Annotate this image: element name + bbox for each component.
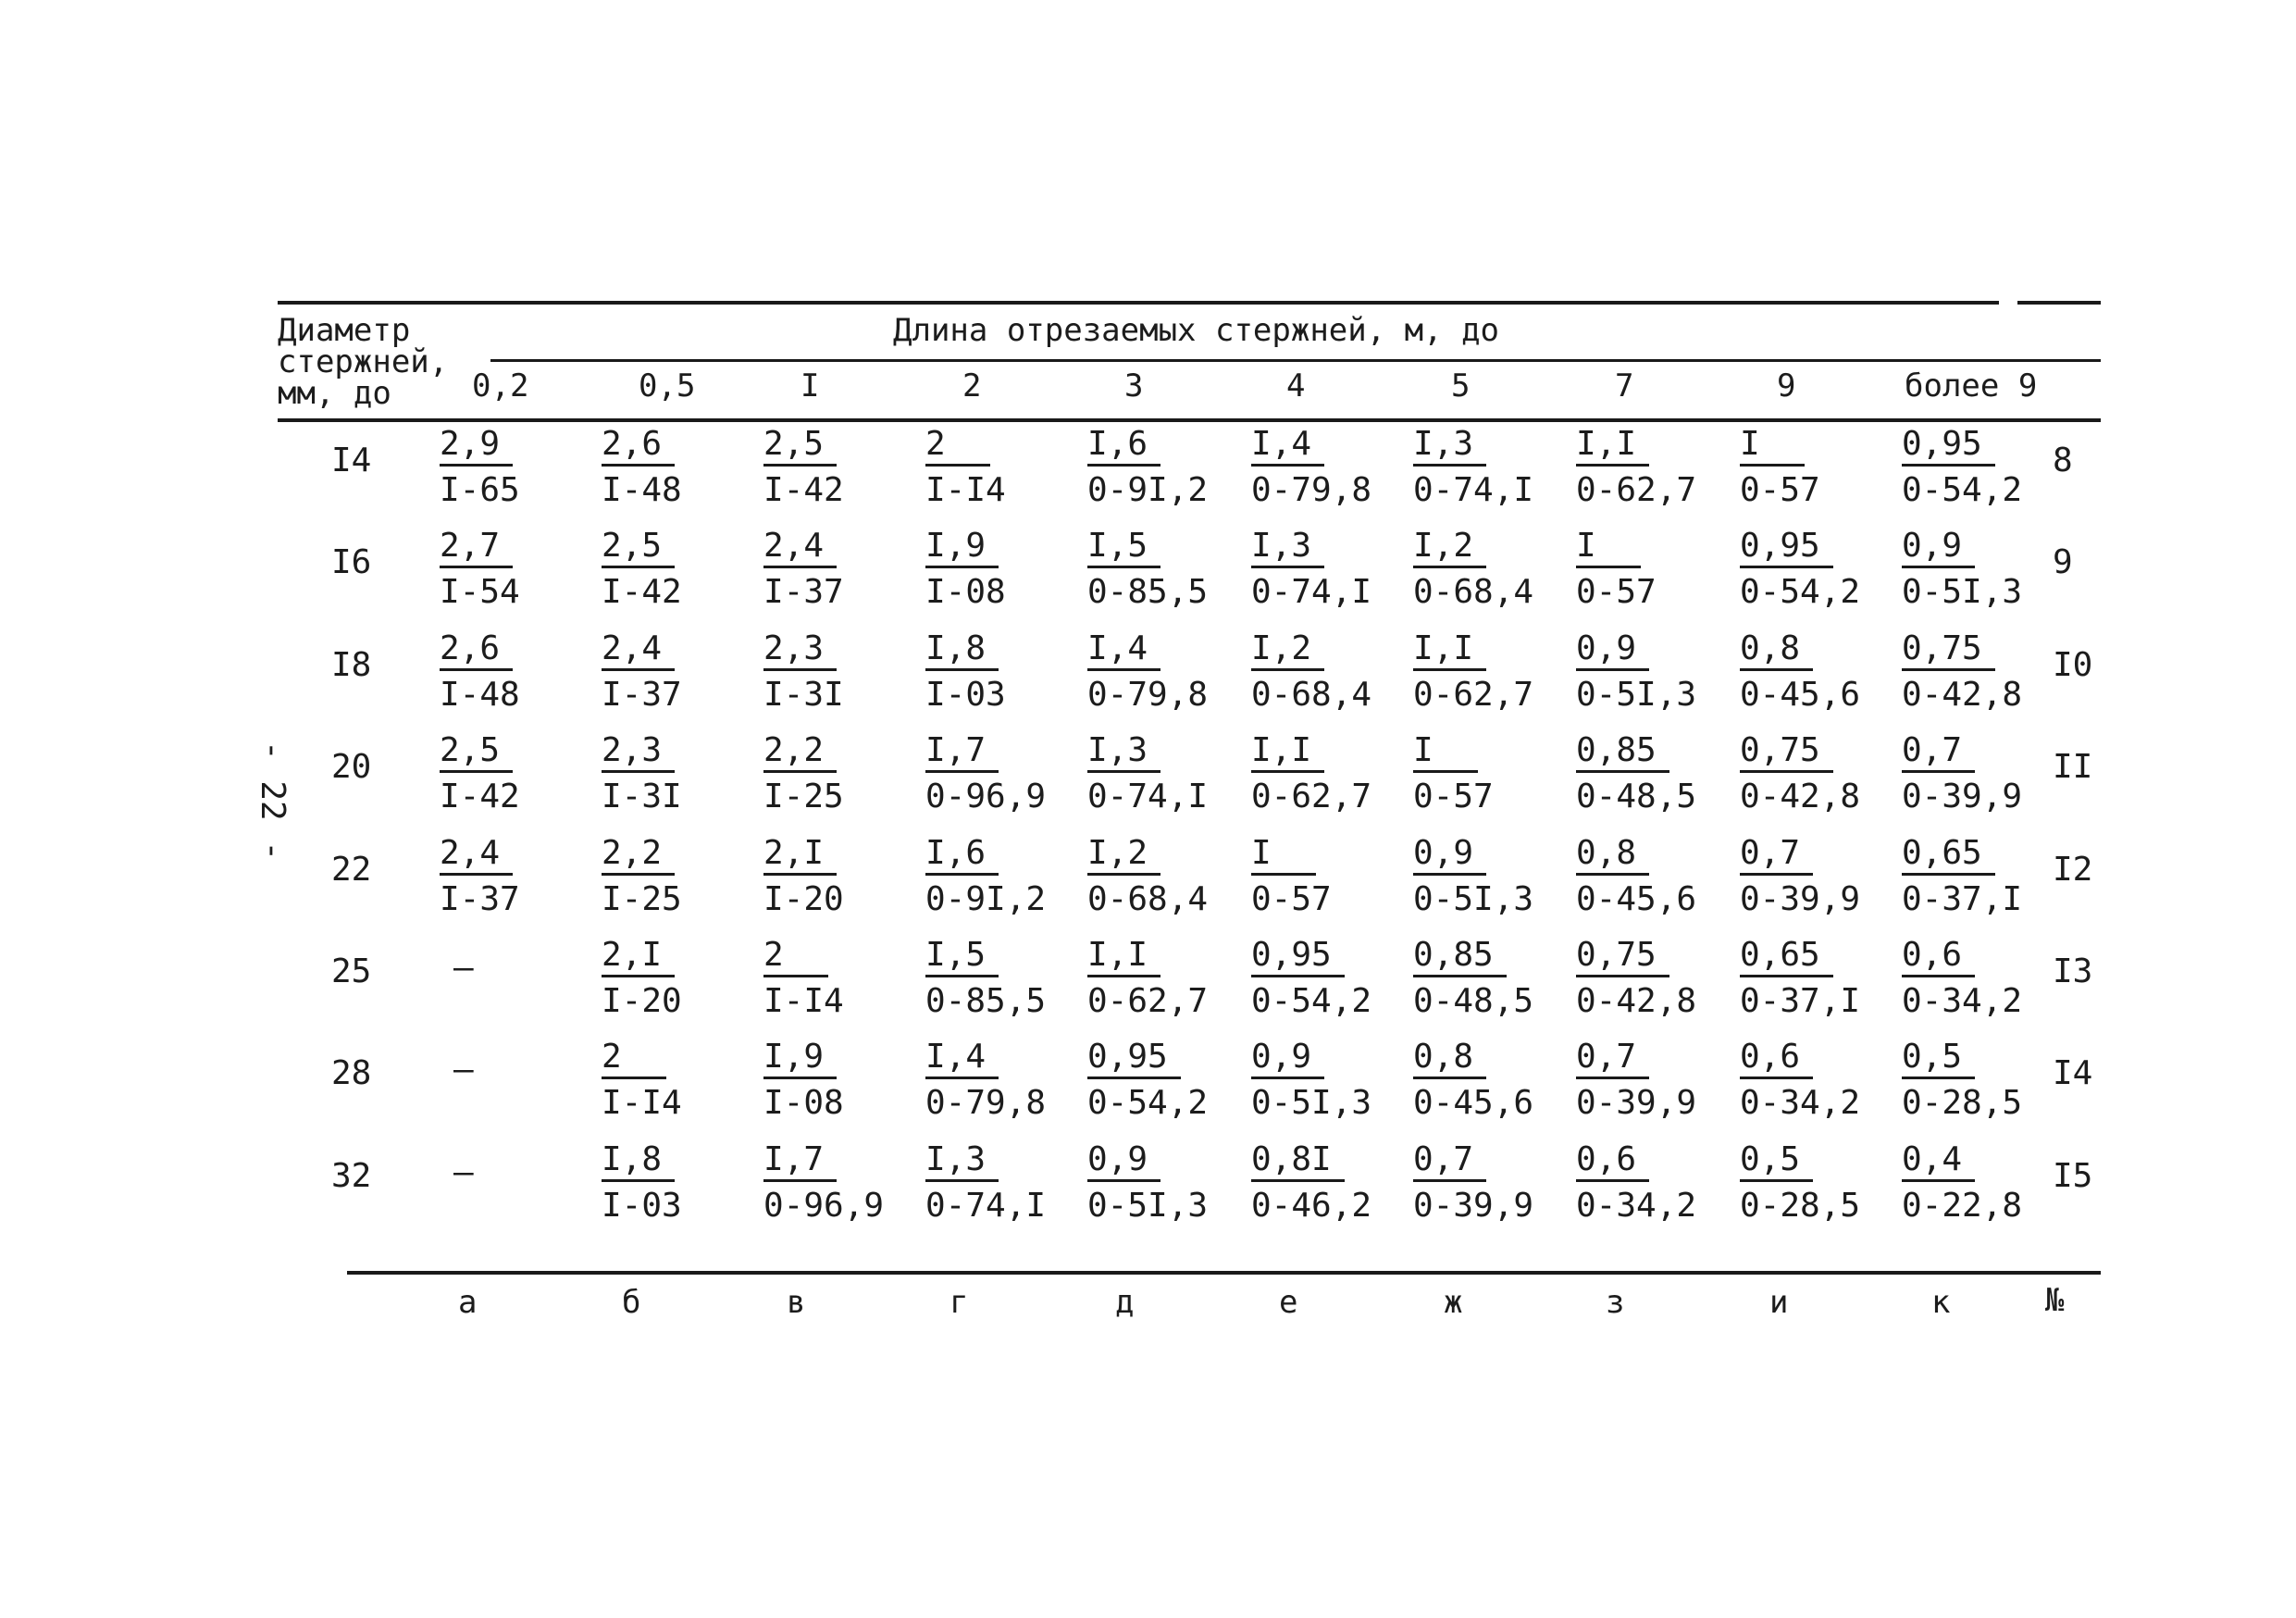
norm-cell [1740,1040,1860,1120]
norm-cell-numerator: I,8 [602,1143,675,1182]
length-header-cell: 7 [1615,367,1634,404]
norm-cell-denominator: 0-79,8 [925,1084,1047,1122]
norm-cell-denominator: 0-74,I [1413,471,1534,509]
norm-cell [763,1040,844,1120]
norm-cell [602,936,682,1020]
norm-cell [1087,425,1209,509]
norm-cell [925,731,1047,815]
norm-cell [602,1040,682,1120]
norm-cell-numerator: I,3 [925,1143,999,1182]
norm-cell-numerator: 0,95 [1251,939,1345,977]
column-letter: д [1115,1284,1135,1321]
norm-cell [440,629,520,714]
norm-cell-denominator: 0-54,2 [1740,573,1861,611]
norm-cell [1740,425,1820,509]
norm-cell [440,425,520,509]
norm-cell [602,731,682,815]
norm-cell-denominator: 0-39,9 [1413,1187,1534,1225]
norm-cell [763,834,844,918]
norm-cell [1740,731,1861,815]
norm-cell [1902,834,2023,918]
norm-cell [763,629,844,714]
norm-cell [1087,936,1209,1020]
empty-cell-dash: – [453,1153,474,1191]
norm-cell-numerator: 0,6 [1902,939,1975,977]
norm-cell [1740,629,1861,714]
norm-cell-denominator: I-3I [763,676,844,714]
header-split-rule [490,359,2101,362]
norm-cell [1251,1040,1371,1120]
length-header-cell: 2 [962,367,982,404]
norm-cell-denominator: I-48 [440,676,520,714]
page-number [254,741,301,870]
norm-cell-denominator: 0-68,4 [1087,880,1209,918]
norm-cell [1576,629,1697,714]
norm-cell-numerator: 0,4 [1902,1143,1975,1182]
norm-cell [1740,1140,1861,1225]
empty-cell-dash: – [453,949,474,987]
norm-cell [925,1140,1047,1225]
norm-cell-numerator: 2,6 [440,632,513,671]
norm-cell-denominator: 0-62,7 [1251,778,1372,815]
norm-cell-numerator: I [1740,428,1805,467]
header-bottom-rule [278,418,2101,422]
norm-cell-denominator: 0-48,5 [1576,778,1697,815]
norm-cell [763,936,844,1020]
norm-cell-denominator: 0-54,2 [1902,471,2023,509]
length-header-cell: 3 [1124,367,1144,404]
norm-cell-numerator: I,I [1251,734,1324,773]
norm-cell-denominator: 0-79,8 [1251,471,1372,509]
norm-cell-numerator: 0,75 [1740,734,1833,773]
norm-cell-numerator: 0,5 [1740,1143,1813,1182]
norm-cell-numerator: 0,7 [1902,734,1975,773]
column-letter: з [1606,1284,1625,1321]
norm-cell-denominator: I-42 [440,778,520,815]
norm-cell-denominator: 0-39,9 [1902,778,2023,815]
column-letter: и [1769,1284,1789,1321]
norm-cell-numerator: 2,5 [763,428,837,467]
norm-cell-numerator: I,9 [925,529,999,568]
norm-cell-denominator: I-37 [602,676,682,714]
norm-cell-denominator: I-42 [602,573,682,611]
norm-cell-numerator: I,2 [1087,837,1160,876]
norm-cell-numerator: 0,7 [1413,1143,1486,1182]
norm-cell-denominator: 0-42,8 [1902,676,2023,714]
length-header-title: Длина отрезаемых стержней, м, до [893,312,1500,349]
norm-cell-denominator: I-48 [602,471,682,509]
length-header-cell: 0,5 [639,367,696,404]
norm-cell [1902,731,2023,815]
norm-cell-denominator: I-03 [602,1187,682,1225]
norm-cell-denominator: I-42 [763,471,844,509]
norm-cell [1251,936,1372,1020]
norm-cell-numerator: 2,2 [602,837,675,876]
norm-cell-numerator: 0,65 [1740,939,1833,977]
norm-cell-numerator: I,2 [1251,632,1324,671]
norm-cell [1251,1140,1372,1225]
norm-cell-numerator: 2,4 [763,529,837,568]
norm-cell [1087,1040,1208,1120]
length-header-cell: 0,2 [472,367,529,404]
norm-cell-denominator: 0-62,7 [1576,471,1697,509]
norm-cell [1902,1140,2023,1225]
norm-cell-denominator: 0-57 [1251,880,1332,918]
norm-cell-numerator: 0,85 [1576,734,1669,773]
norm-cell-numerator: 2,7 [440,529,513,568]
norm-cell-denominator: I-25 [763,778,844,815]
norm-cell-denominator: 0-74,I [925,1187,1047,1225]
number-sign: № [2045,1282,2065,1319]
norm-cell [1740,529,1860,609]
norm-cell-denominator: 0-79,8 [1087,676,1209,714]
norm-cell-denominator: I-54 [440,573,520,611]
norm-cell-denominator: I-37 [763,573,844,611]
length-header-cell: 9 [1777,367,1796,404]
norm-cell [602,425,682,509]
norm-cell [1576,425,1697,509]
norm-cell [1576,529,1657,609]
norm-cell-denominator: 0-22,8 [1902,1187,2023,1225]
norm-cell [1413,1140,1534,1225]
length-header-cell: более 9 [1905,367,2038,404]
norm-cell-denominator: 0-48,5 [1413,982,1534,1020]
norm-cell-denominator: I-08 [763,1084,844,1122]
norm-cell-denominator: 0-5I,3 [1087,1187,1209,1225]
norm-cell-denominator: 0-5I,3 [1902,573,2023,611]
norm-cell-denominator: 0-62,7 [1413,676,1534,714]
norm-cell [1413,731,1494,815]
norm-cell-numerator: I,3 [1251,529,1324,568]
norm-cell [1740,834,1861,918]
column-letter: г [949,1284,969,1321]
norm-cell-numerator: I [1413,734,1478,773]
norm-cell-numerator: 2,5 [440,734,513,773]
column-letter: в [787,1284,806,1321]
norm-cell-numerator: 0,9 [1576,632,1649,671]
norm-cell-numerator: 2,I [763,837,837,876]
norm-cell-numerator: I,4 [1251,428,1324,467]
norm-cell [925,629,1006,714]
norm-cell-numerator: I,I [1087,939,1160,977]
norm-cell [602,629,682,714]
norm-cell [1413,629,1534,714]
row-number: I0 [2053,646,2093,684]
norm-cell-denominator: 0-57 [1740,471,1820,509]
norm-cell [1087,629,1209,714]
top-rule [278,301,1999,305]
norm-cell-denominator: I-3I [602,778,682,815]
norm-cell-numerator: 2 [602,1040,666,1079]
diameter-cell: 28 [331,1054,372,1092]
column-letter: е [1279,1284,1298,1321]
column-letter: б [622,1284,641,1321]
norm-cell [1413,1040,1533,1120]
norm-cell-denominator: I-I4 [763,982,844,1020]
norm-cell-denominator: I-20 [763,880,844,918]
norm-cell-numerator: 2,I [602,939,675,977]
norm-cell [925,529,1006,609]
diameter-cell: 32 [331,1157,372,1195]
norm-cell [1087,731,1209,815]
norm-cell [602,529,682,609]
norm-cell-denominator: 0-45,6 [1740,676,1861,714]
norm-cell [1902,425,2023,509]
norm-cell-numerator: I [1576,529,1641,568]
norm-cell-numerator: I [1251,837,1316,876]
norm-cell-numerator: 0,6 [1740,1040,1813,1079]
norm-cell-denominator: 0-5I,3 [1251,1084,1372,1122]
norm-cell-numerator: 2,5 [602,529,675,568]
norm-cell [440,731,520,815]
column-letter: к [1931,1284,1951,1321]
norm-cell-denominator: 0-57 [1413,778,1494,815]
norm-cell [1413,936,1534,1020]
norm-cell-numerator: 0,9 [1413,837,1486,876]
norm-cell-numerator: 0,7 [1740,837,1813,876]
norm-cell [1251,834,1332,918]
length-header-cell: 4 [1286,367,1306,404]
norm-cell [1576,936,1697,1020]
norm-cell-denominator: I-20 [602,982,682,1020]
norm-cell-denominator: 0-68,4 [1251,676,1372,714]
row-number: 9 [2053,543,2073,581]
norm-cell [763,1140,885,1225]
norm-cell-numerator: 0,85 [1413,939,1507,977]
diameter-header-line3: мм, до [278,375,391,412]
diameter-cell: I4 [331,442,372,479]
norm-cell-denominator: 0-39,9 [1740,880,1861,918]
norm-cell [1413,529,1533,609]
norm-cell [1902,936,2023,1020]
diameter-cell: 20 [331,748,372,786]
norm-cell-numerator: I,I [1413,632,1486,671]
norm-cell [440,834,520,918]
norm-cell [440,529,520,609]
norm-cell-denominator: 0-85,5 [1087,573,1209,611]
norm-cell-numerator: I,3 [1413,428,1486,467]
norm-cell [1576,1140,1697,1225]
norm-cell [1087,529,1208,609]
norm-cell-numerator: 0,8I [1251,1143,1345,1182]
norm-cell [1087,834,1209,918]
norm-cell-denominator: I-08 [925,573,1006,611]
norm-cell-numerator: 0,9 [1251,1040,1324,1079]
norm-cell-numerator: I,6 [1087,428,1160,467]
diameter-header-line1: Диаметр [278,312,411,349]
norm-cell-denominator: 0-42,8 [1576,982,1697,1020]
norm-cell-denominator: 0-68,4 [1413,573,1534,611]
norm-cell-denominator: I-37 [440,880,520,918]
norm-cell-denominator: 0-34,2 [1740,1084,1861,1122]
norm-cell-numerator: 0,8 [1413,1040,1486,1079]
norm-cell-numerator: 2,4 [602,632,675,671]
norm-cell [1251,425,1372,509]
norm-cell-numerator: 0,95 [1902,428,1995,467]
row-number: I3 [2053,952,2093,990]
norm-cell-denominator: 0-46,2 [1251,1187,1372,1225]
norm-cell [1902,1040,2022,1120]
norm-cell-numerator: 2,3 [602,734,675,773]
norm-cell-denominator: 0-9I,2 [925,880,1047,918]
norm-cell-denominator: 0-62,7 [1087,982,1209,1020]
diameter-cell: 22 [331,851,372,889]
norm-cell-denominator: I-03 [925,676,1006,714]
norm-cell-numerator: 0,95 [1740,529,1833,568]
row-number: I5 [2053,1157,2093,1195]
bottom-rule [347,1271,2101,1275]
top-rule-right [2017,301,2101,305]
norm-cell-denominator: 0-5I,3 [1413,880,1534,918]
norm-cell [1251,529,1371,609]
norm-cell-denominator: 0-85,5 [925,982,1047,1020]
norm-cell-numerator: I,5 [1087,529,1160,568]
norm-cell [925,425,1006,509]
norm-cell-numerator: I,9 [763,1040,837,1079]
norm-cell-denominator: 0-74,I [1251,573,1372,611]
norm-cell-numerator: I,4 [1087,632,1160,671]
norm-cell-numerator: I,7 [925,734,999,773]
norm-cell [1576,834,1697,918]
norm-cell-numerator: 0,8 [1576,837,1649,876]
norm-cell-denominator: 0-45,6 [1413,1084,1534,1122]
page-number-text: - 22 - [254,741,292,862]
norm-cell [1740,936,1861,1020]
norm-cell-denominator: 0-57 [1576,573,1657,611]
norm-cell-denominator: 0-5I,3 [1576,676,1697,714]
norm-cell-numerator: 2,2 [763,734,837,773]
norm-cell-numerator: I,5 [925,939,999,977]
diameter-cell: 25 [331,952,372,990]
norm-cell [1902,529,2022,609]
norm-cell-numerator: 2,6 [602,428,675,467]
norm-cell-denominator: 0-96,9 [763,1187,885,1225]
norm-cell-denominator: 0-34,2 [1902,982,2023,1020]
norm-cell-numerator: 0,8 [1740,632,1813,671]
norm-cell-numerator: I,3 [1087,734,1160,773]
row-number: I4 [2053,1054,2093,1092]
norm-cell [1251,629,1372,714]
norm-cell-numerator: I,I [1576,428,1649,467]
norm-cell-denominator: 0-96,9 [925,778,1047,815]
norm-cell-numerator: 0,95 [1087,1040,1181,1079]
norm-cell [1251,731,1372,815]
diameter-cell: I8 [331,646,372,684]
norm-cell-denominator: I-25 [602,880,682,918]
norm-cell [1576,1040,1696,1120]
norm-cell-denominator: 0-54,2 [1251,982,1372,1020]
norm-cell-numerator: 2,4 [440,837,513,876]
norm-cell-denominator: I-I4 [602,1084,682,1122]
norm-cell-numerator: 2 [763,939,828,977]
norm-cell-denominator: 0-74,I [1087,778,1209,815]
norm-cell [925,834,1047,918]
norm-cell [1413,834,1534,918]
norm-cell-numerator: 2,9 [440,428,513,467]
norm-cell-denominator: 0-9I,2 [1087,471,1209,509]
norm-cell-numerator: 0,75 [1576,939,1669,977]
norm-cell-numerator: I,4 [925,1040,999,1079]
norm-cell [1413,425,1534,509]
norm-cell-denominator: 0-54,2 [1087,1084,1209,1122]
norm-cell-denominator: 0-42,8 [1740,778,1861,815]
norm-cell-denominator: 0-28,5 [1740,1187,1861,1225]
norm-cell [925,1040,1046,1120]
norm-cell [1087,1140,1209,1225]
norm-cell [763,529,844,609]
norm-cell-numerator: I,7 [763,1143,837,1182]
norm-cell-numerator: 0,75 [1902,632,1995,671]
norm-cell [763,425,844,509]
norm-cell-denominator: I-I4 [925,471,1006,509]
column-letter: ж [1444,1284,1463,1321]
norm-cell-denominator: 0-37,I [1902,880,2023,918]
diameter-header-line2: стержней, [278,343,449,380]
length-header-cell: 5 [1451,367,1471,404]
norm-cell-numerator: I,6 [925,837,999,876]
empty-cell-dash: – [453,1051,474,1089]
norm-cell-numerator: 0,6 [1576,1143,1649,1182]
norm-cell-numerator: I,2 [1413,529,1486,568]
norm-cell-denominator: 0-37,I [1740,982,1861,1020]
row-number: 8 [2053,442,2073,479]
norm-cell [602,834,682,918]
norm-cell-numerator: 0,5 [1902,1040,1975,1079]
norm-cell-numerator: 0,9 [1902,529,1975,568]
norm-cell [1576,731,1697,815]
norm-cell-numerator: 2 [925,428,990,467]
norm-cell-denominator: 0-39,9 [1576,1084,1697,1122]
norm-cell-numerator: 2,3 [763,632,837,671]
norm-cell [763,731,844,815]
norm-cell-numerator: 0,9 [1087,1143,1160,1182]
norm-cell-numerator: I,8 [925,632,999,671]
norm-cell-denominator: 0-45,6 [1576,880,1697,918]
norm-cell-numerator: 0,7 [1576,1040,1649,1079]
norm-cell [925,936,1047,1020]
length-header-cell: I [800,367,820,404]
row-number: II [2053,748,2093,786]
norm-cell [602,1140,682,1225]
norm-cell-denominator: 0-28,5 [1902,1084,2023,1122]
diameter-cell: I6 [331,543,372,581]
norm-cell-denominator: 0-34,2 [1576,1187,1697,1225]
column-letter: а [458,1284,478,1321]
row-number: I2 [2053,851,2093,889]
norm-cell [1902,629,2023,714]
norm-cell-denominator: I-65 [440,471,520,509]
norm-cell-numerator: 0,65 [1902,837,1995,876]
